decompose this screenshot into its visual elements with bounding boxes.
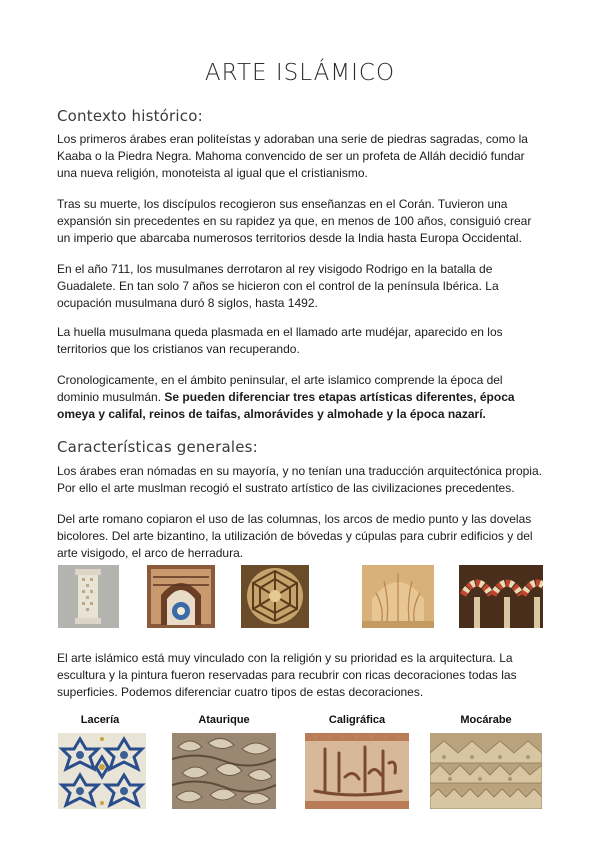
photo-carved-pillar [58,565,119,628]
decoration-label-caligrafica: Caligráfica [328,714,386,726]
decoration-label-laceria: Lacería [80,714,120,726]
paragraph-expansion: Tras su muerte, los discípulos recogieron sus enseñanzas en el Corán. Tuvieron una expansión sin precedentes en su rapidez ya que, en menos de 100 años, consiguió crear un imperio que abarcaba numerosos territorios desde la India hasta Europa Occidental. [57,197,532,245]
decoration-label-mocarabe: Mocárabe [460,714,512,726]
photo-ribbed-dome [241,565,309,628]
photo-mocarabe-vault [430,733,542,809]
page-title: ARTE ISLÁMICO [204,60,396,86]
paragraph-nomads: Los árabes eran nómadas en su mayoría, y no tenían una traducción arquitectónica propia. Por ello el arte muslman recogió el sustrato artístico de las civilizaciones precedentes. [57,464,542,495]
photo-bicolor-arches [459,565,543,628]
architecture-photo-row [0,565,600,628]
section-heading-features: Características generales: [57,438,258,456]
paragraph-origins: Los primeros árabes eran politeístas y adoraban una serie de piedras sagradas, como la Kaaba o la Piedra Negra. Mahoma convencido de ser un profeta de Alláh decidió fundar una nueva religión, monoteista al igual que el cristianismo. [57,132,528,180]
paragraph-mudejar: La huella musulmana queda plasmada en el llamado arte mudéjar, aparecido en los territorios que los cristianos van recuperando. [57,325,503,356]
photo-laceria-tiles [58,733,146,809]
chronology-bold-text: Se pueden diferenciar tres etapas artísticas diferentes, época omeya y califal, reinos de taifas, almorávides y almohade y la época nazarí. [57,390,515,421]
decoration-label-ataurique: Ataurique [198,714,250,726]
paragraph-influences: Del arte romano copiaron el uso de las columnas, los arcos de medio punto y las dovelas bicolores. Del arte bizantino, la utilización de bóvedas y cúpulas para cubrir edificios y del arte visigodo, el arco de herradura. [57,512,533,560]
paragraph-decorations: El arte islámico está muy vinculado con la religión y su prioridad es la arquitectura. La escultura y la pintura fueron reservadas para recubrir con ricas decoraciones todas las superficies. Podemos diferenciar cuatro tipos de estas decoraciones. [57,651,517,699]
paragraph-chronology [57,372,545,423]
chronology-plain-text: Cronologicamente, en el ámbito peninsular, el arte islamico comprende la época del dominio musulmán. [57,373,503,404]
photo-ataurique-carving [172,733,276,809]
photo-caligrafica-panel [305,733,409,809]
photo-horseshoe-arch [147,565,215,628]
section-heading-context: Contexto histórico: [57,107,203,125]
photo-dome-exterior [362,565,434,628]
paragraph-711: En el año 711, los musulmanes derrotaron al rey visigodo Rodrigo en la batalla de Guadalete. En tan solo 7 años se hicieron con el control de la península Ibérica. La ocupación musulmana duró 8 siglos, hasta 1492. [57,262,499,310]
